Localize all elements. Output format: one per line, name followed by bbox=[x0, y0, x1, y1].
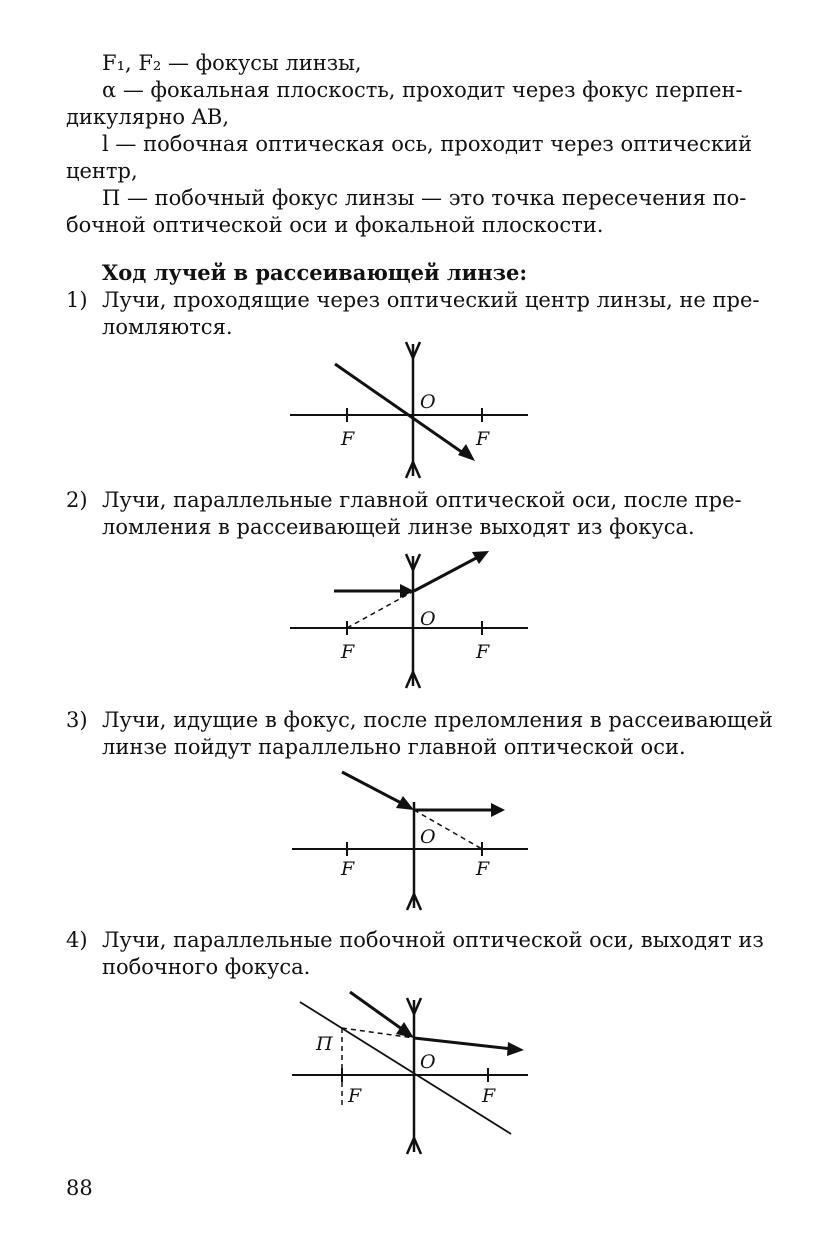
def-side-focus-line1: П — побочный фокус линзы — это точка пересечения по- bbox=[102, 186, 747, 210]
fig2-label-f-right: F bbox=[476, 641, 490, 663]
fig1-label-f-left: F bbox=[341, 428, 355, 450]
fig4-label-side-focus: П bbox=[316, 1033, 333, 1055]
fig3-label-f-left: F bbox=[341, 858, 355, 880]
fig2-label-f-left: F bbox=[341, 641, 355, 663]
fig3-label-o: O bbox=[420, 826, 436, 848]
section-heading: Ход лучей в рассеивающей линзе: bbox=[102, 260, 528, 285]
figure-2 bbox=[280, 546, 540, 692]
fig2-refracted-ray bbox=[414, 556, 480, 591]
rule-4-number: 4) bbox=[66, 928, 88, 952]
fig3-refracted-arrowhead bbox=[491, 803, 505, 817]
figure-1 bbox=[280, 338, 540, 480]
rule-3-number: 3) bbox=[66, 708, 88, 732]
fig1-label-f-right: F bbox=[476, 428, 490, 450]
figure-3 bbox=[280, 764, 540, 914]
def-focuses: F₁, F₂ — фокусы линзы, bbox=[102, 51, 362, 75]
fig2-dashed-extension bbox=[347, 591, 414, 628]
fig4-label-f-right: F bbox=[482, 1085, 496, 1107]
fig1-ray-arrowhead bbox=[458, 444, 475, 461]
fig4-incident-ray bbox=[350, 992, 406, 1032]
rule-2-number: 2) bbox=[66, 488, 88, 512]
fig4-side-optical-axis bbox=[300, 1002, 511, 1134]
def-side-focus-line2: бочной оптической оси и фокальной плоскости. bbox=[66, 213, 604, 237]
rule-3-line1: Лучи, идущие в фокус, после преломления в рассеивающей bbox=[102, 708, 773, 732]
def-side-axis-line2: центр, bbox=[66, 159, 138, 183]
fig4-refracted-arrowhead bbox=[507, 1042, 524, 1056]
fig1-label-o: O bbox=[420, 391, 436, 413]
rule-1-number: 1) bbox=[66, 288, 88, 312]
page-number: 88 bbox=[66, 1176, 93, 1200]
fig4-refracted-ray bbox=[414, 1038, 512, 1049]
rule-1-line2: ломляются. bbox=[102, 315, 233, 339]
def-focal-plane-text: α — фокальная плоскость, проходит через фокус перпен- bbox=[102, 78, 743, 102]
rule-4-line2: побочного фокуса. bbox=[102, 955, 311, 979]
fig1-ray bbox=[335, 364, 466, 455]
fig4-label-o: O bbox=[420, 1051, 436, 1073]
fig4-label-f-left: F bbox=[348, 1085, 362, 1107]
rule-1-line1: Лучи, проходящие через оптический центр линзы, не пре- bbox=[102, 288, 760, 312]
rule-3-line2: линзе пойдут параллельно главной оптической оси. bbox=[102, 735, 686, 759]
def-side-axis-line1: l — побочная оптическая ось, проходит через оптический bbox=[102, 132, 752, 156]
def-focal-plane-line1 bbox=[102, 77, 752, 104]
def-focal-plane-line2: дикулярно AB, bbox=[66, 105, 230, 129]
rule-4-line1: Лучи, параллельные побочной оптической оси, выходят из bbox=[102, 928, 764, 952]
fig3-label-f-right: F bbox=[476, 858, 490, 880]
rule-2-line1: Лучи, параллельные главной оптической оси, после пре- bbox=[102, 488, 742, 512]
figure-4 bbox=[280, 986, 540, 1158]
fig2-label-o: O bbox=[420, 608, 436, 630]
rule-2-line2: ломления в рассеивающей линзе выходят из фокуса. bbox=[102, 515, 695, 539]
fig3-incident-ray bbox=[342, 772, 405, 805]
